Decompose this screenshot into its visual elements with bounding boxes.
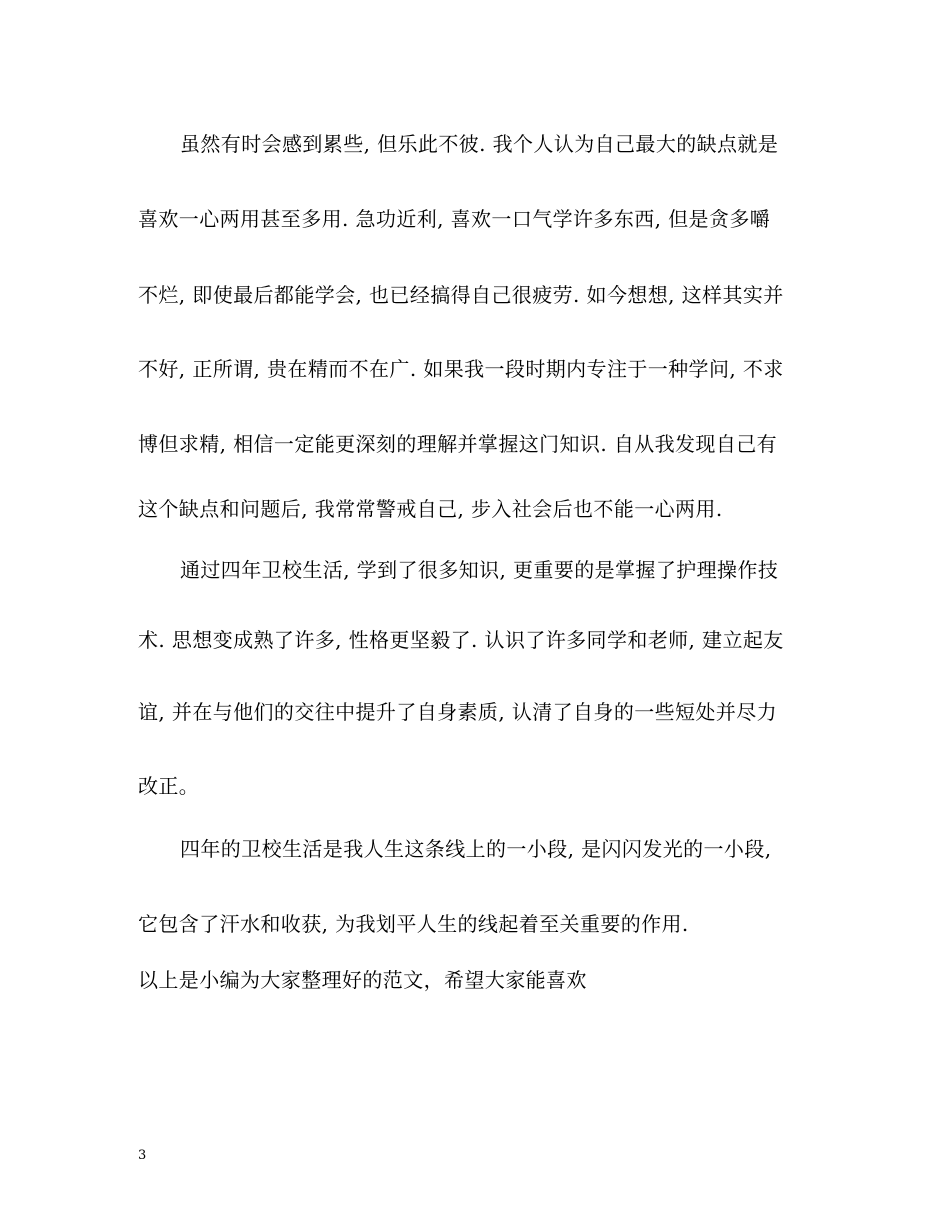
paragraph-3-line-1: 四年的卫校生活是我人生这条线上的一小段, 是闪闪发光的一小段, (180, 837, 772, 861)
paragraph-1-line-1: 虽然有时会感到累些, 但乐此不彼. 我个人认为自己最大的缺点就是 (180, 132, 779, 156)
paragraph-2-line-4: 改正。 (138, 774, 200, 798)
paragraph-1-line-6: 这个缺点和问题后, 我常常警戒自己, 步入社会后也不能一心两用. (138, 497, 723, 521)
paragraph-1-line-5: 博但求精, 相信一定能更深刻的理解并掌握这门知识. 自从我发现自己有 (138, 432, 778, 456)
paragraph-3-line-2: 它包含了汗水和收获, 为我划平人生的线起着至关重要的作用. (138, 912, 689, 936)
paragraph-1-line-4: 不好, 正所谓, 贵在精而不在广. 如果我一段时期内专注于一种学问, 不求 (138, 357, 784, 381)
paragraph-2-line-3: 谊, 并在与他们的交往中提升了自身素质, 认清了自身的一些短处并尽力 (138, 700, 778, 724)
paragraph-1-line-3: 不烂, 即使最后都能学会, 也已经搞得自己很疲劳. 如今想想, 这样其实并 (138, 283, 784, 307)
paragraph-1-line-2: 喜欢一心两用甚至多用. 急功近利, 喜欢一口气学许多东西, 但是贪多嚼 (138, 207, 771, 231)
page-number: 3 (138, 1148, 147, 1163)
paragraph-2-line-2: 术. 思想变成熟了许多, 性格更坚毅了. 认识了许多同学和老师, 建立起友 (138, 628, 784, 652)
closing-note: 以上是小编为大家整理好的范文，希望大家能喜欢 (138, 968, 587, 992)
paragraph-2-line-1: 通过四年卫校生活, 学到了很多知识, 更重要的是掌握了护理操作技 (180, 558, 779, 582)
